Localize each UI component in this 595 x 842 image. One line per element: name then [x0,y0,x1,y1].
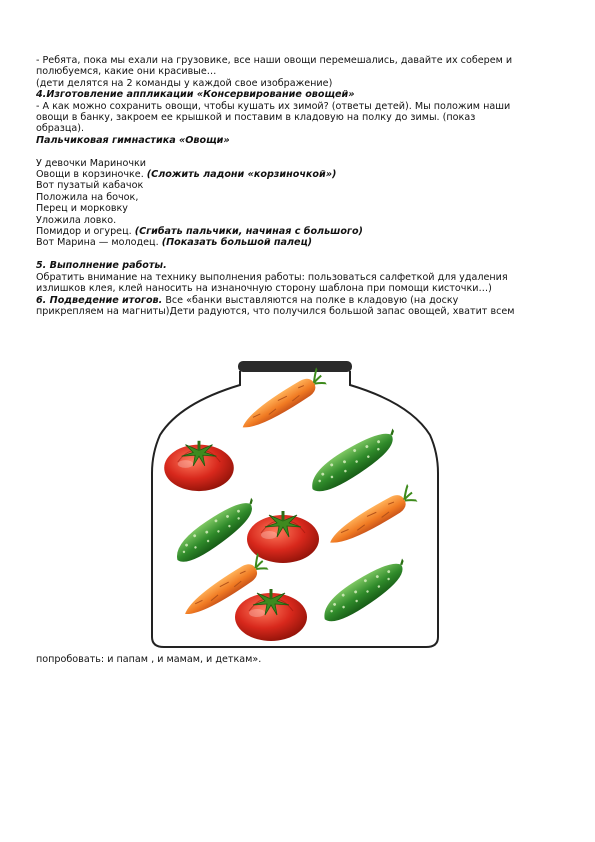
section5-line-2: излишков клея, клей наносить на изнаночную сторону шаблона при помощи кисточки…) [36,283,492,295]
poem-line-4: Положила на бочок, [36,191,139,203]
section4-heading: 4.Изготовление аппликации «Консервирование овощей» [36,89,355,101]
jar-illustration [150,355,440,650]
poem-line-2-note: (Сложить ладони «корзиночкой») [146,169,337,181]
poem-line-8 [36,237,556,248]
document-body [36,55,556,317]
section6-line-1-rest: Все «банки выставляются на полке в кладовую (на доску [162,294,459,306]
poem-line-7-text: Помидор и огурец. [36,226,135,238]
poem-line-7 [36,226,556,237]
poem-line-2-text: Овощи в корзиночке. [36,169,147,181]
poem-line-8-text: Вот Марина — молодец. [36,237,162,249]
poem-line-3: Вот пузатый кабачок [36,180,144,192]
poem-line-1: У девочки Мариночки [36,157,147,169]
poem-line-2 [36,169,556,180]
intro-line-1: - Ребята, пока мы ехали на грузовике, все наши овощи перемешались, давайте их соберем и [36,55,513,66]
section6-line-2: прикрепляем на магниты)Дети радуются, что получился большой запас овощей, хватит всем [36,305,515,317]
intro-line-3: (дети делятся на 2 команды у каждой свое изображение) [36,77,333,89]
jar-lid [238,361,352,372]
poem-line-7-note: (Сгибать пальчики, начиная с большого) [134,226,363,238]
section5-line-1: Обратить внимание на технику выполнения работы: пользоваться салфеткой для удаления [36,271,508,283]
poem-line-5: Перец и морковку [36,203,128,215]
section5-heading: 5. Выполнение работы. [36,260,167,272]
poem-line-8-note: (Показать большой палец) [161,237,313,249]
section6-line-1 [36,295,556,306]
closing-line: попробовать: и папам , и мамам, и деткам». [36,654,262,665]
section4-line-2: овощи в банку, закроем ее крышкой и поставим в кладовую на полку до зимы. (показ [36,112,476,124]
poem-line-6: Уложила ловко. [36,214,117,226]
gymnastics-heading: Пальчиковая гимнастика «Овощи» [36,134,230,146]
intro-line-2: полюбуемся, какие они красивые… [36,66,217,78]
section4-line-3: образца). [36,123,85,135]
section6-heading: 6. Подведение итогов. [36,294,163,306]
section4-line-1: - А как можно сохранить овощи, чтобы кушать их зимой? (ответы детей). Мы положим наши [36,100,511,112]
